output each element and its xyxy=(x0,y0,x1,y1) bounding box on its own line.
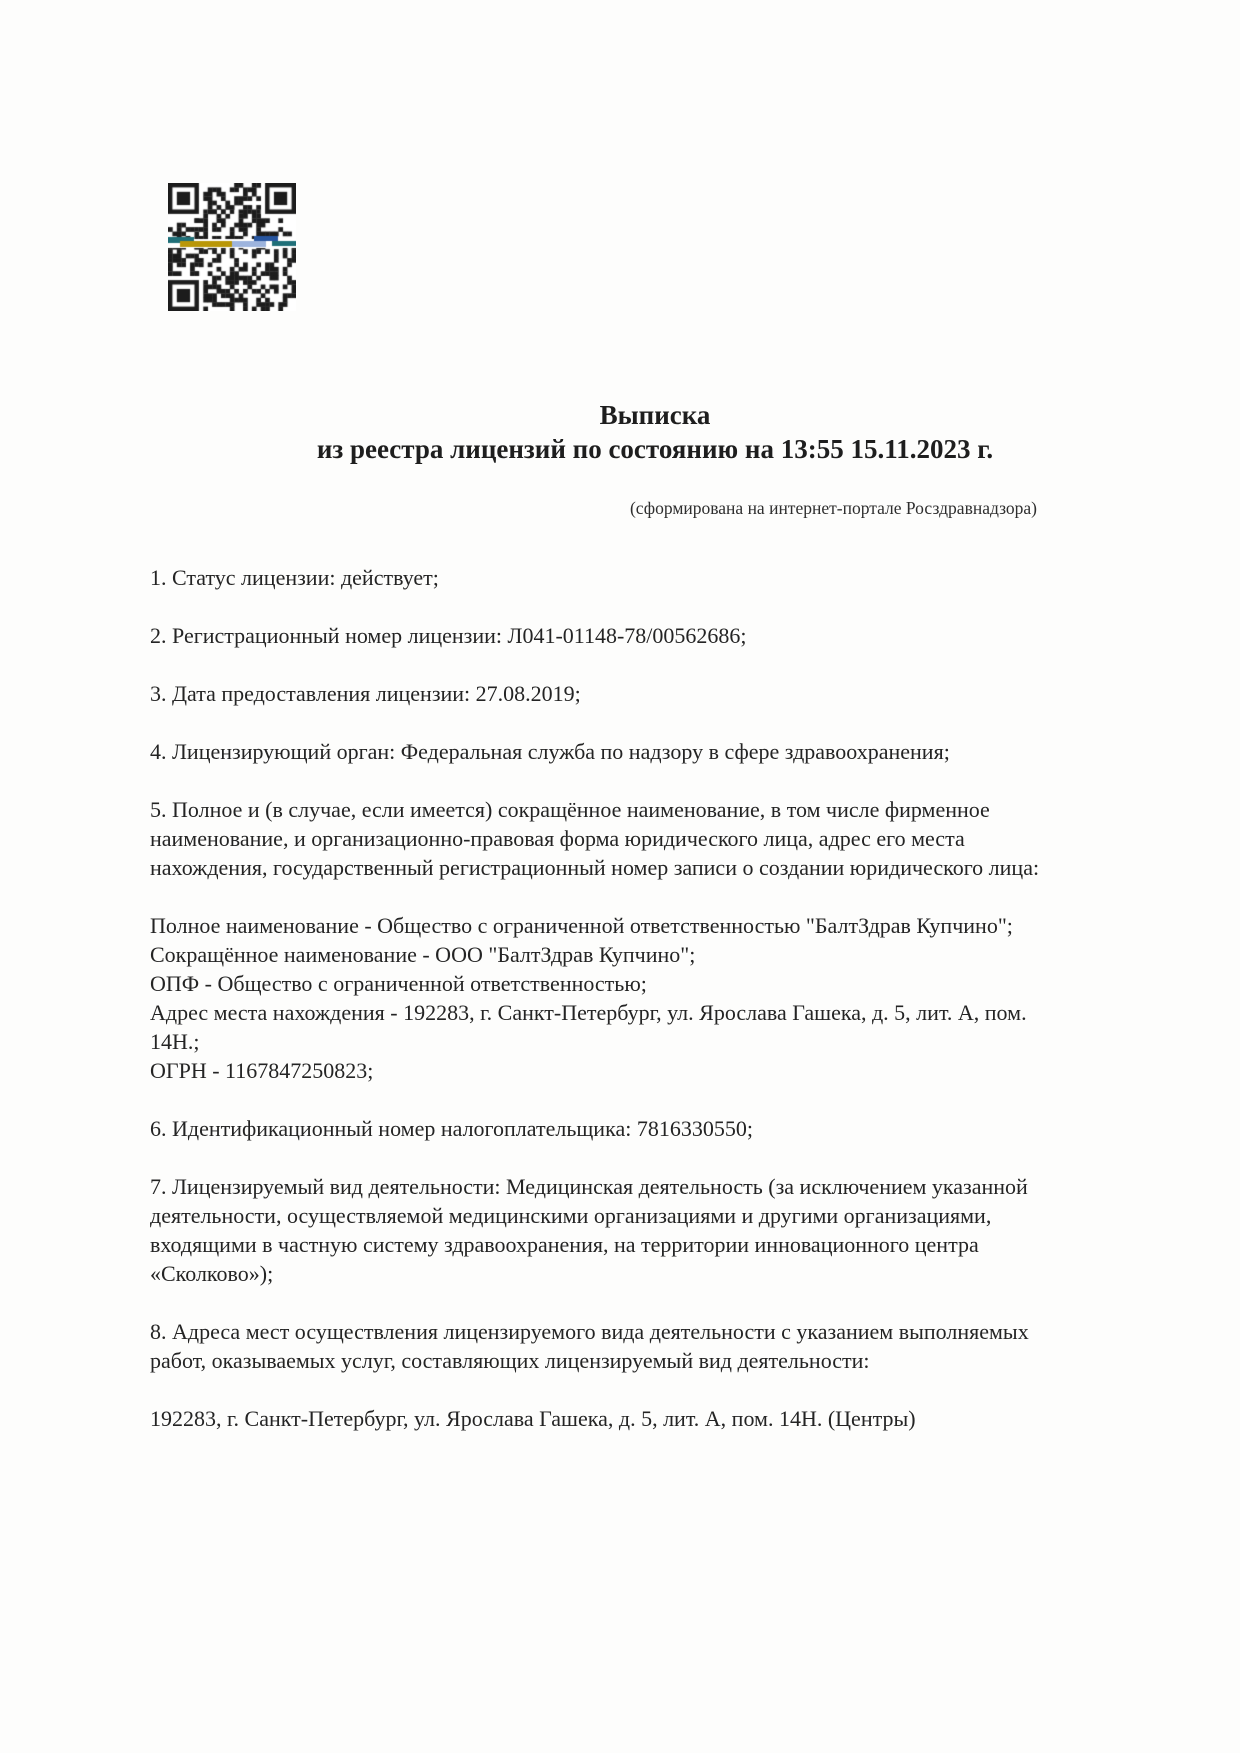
paragraph-4: 4. Лицензирующий орган: Федеральная служба по надзору в сфере здравоохранения; xyxy=(150,739,950,764)
paragraph-9: 8. Адреса мест осуществления лицензируемого вида деятельности с указанием выполняемых работ, оказываемых услуг, составляющих лицензируемый вид деятельности: xyxy=(150,1319,1029,1373)
title-line-1: Выписка xyxy=(599,400,711,430)
qr-code xyxy=(168,183,296,311)
title-line-2: из реестра лицензий по состоянию на 13:55 15.11.2023 г. xyxy=(316,434,994,464)
paragraph-2: 2. Регистрационный номер лицензии: Л041-01148-78/00562686; xyxy=(150,623,747,648)
paragraph-7: 6. Идентификационный номер налогоплательщика: 7816330550; xyxy=(150,1116,753,1141)
document-body xyxy=(150,563,1165,1462)
paragraph-6: Полное наименование - Общество с ограниченной ответственностью "БалтЗдрав Купчино"; Сокращённое наименование - ООО "БалтЗдрав Купчино"; ОПФ - Общество с ограниченной ответственностью; Адрес места нахождения - 192283, г. Санкт-Петербург, ул. Ярослава Гашека, д. 5, лит. А, пом. 14Н.; ОГРН - 1167847250823; xyxy=(150,913,1027,1083)
paragraph-5: 5. Полное и (в случае, если имеется) сокращённое наименование, в том числе фирменное наименование, и организационно-правовая форма юридического лица, адрес его места нахождения, государственный регистрационный номер записи о создании юридического лица: xyxy=(150,797,1040,880)
paragraph-3: 3. Дата предоставления лицензии: 27.08.2019; xyxy=(150,681,581,706)
document-title xyxy=(150,398,1160,466)
paragraph-8: 7. Лицензируемый вид деятельности: Медицинская деятельность (за исключением указанной деятельности, осуществляемой медицинскими организациями и другими организациями, входящими в частную систему здравоохранения, на территории инновационного центра «Сколково»); xyxy=(150,1174,1028,1286)
paragraph-10: 192283, г. Санкт-Петербург, ул. Ярослава Гашека, д. 5, лит. А, пом. 14Н. (Центры) xyxy=(150,1406,916,1431)
document-subtitle: (сформирована на интернет-портале Росздравнадзора) xyxy=(629,498,1037,518)
paragraph-1: 1. Статус лицензии: действует; xyxy=(150,565,439,590)
